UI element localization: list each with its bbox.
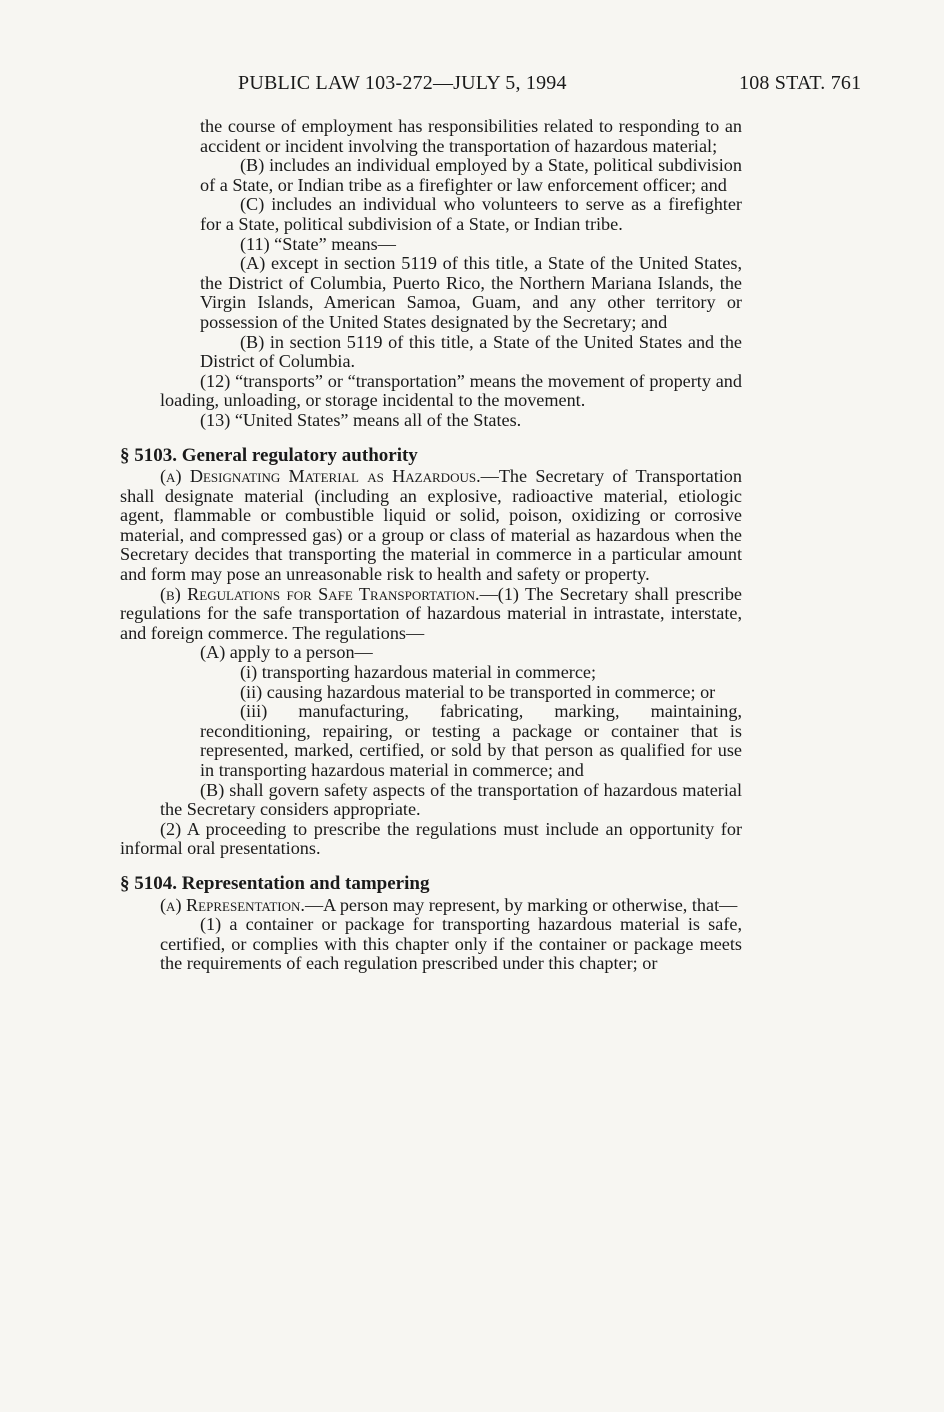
paragraph: (12) “transports” or “transportation” means the movement of property and loading, unloading, or storage incidental to the movement. bbox=[160, 370, 742, 411]
paragraph: the course of employment has responsibilities related to responding to an accident or incident involving the transportation of hazardous material; bbox=[200, 116, 742, 156]
subsection-label: (a) Designating Material as Hazardous. bbox=[160, 466, 481, 487]
paragraph bbox=[120, 896, 742, 916]
paragraph-text: —The Secretary of Transportation shall designate material (including an explosive, radioactive material, etiologic agent, flammable or combustible liquid or solid, poison, oxidizing or corrosive material, and compressed gas) or a group or class of material as hazardous when the Secretary decides that transporting the material in commerce in a particular amount and form may pose an unreasonable risk to health and safety or property. bbox=[120, 466, 742, 585]
page-reference: 108 STAT. 761 bbox=[739, 72, 862, 94]
paragraph: (B) in section 5119 of this title, a State of the United States and the District of Columbia. bbox=[200, 331, 742, 372]
paragraph: (iii) manufacturing, fabricating, marking, maintaining, reconditioning, repairing, or testing a package or container that is represented, marked, certified, or sold by that person as qualified for use in transporting hazardous material in commerce; and bbox=[200, 701, 742, 780]
running-head: PUBLIC LAW 103-272—JULY 5, 1994 bbox=[238, 72, 567, 94]
paragraph-text: —(1) The Secretary shall prescribe regulations for the safe transportation of hazardous material in intrastate, interstate, and foreign commerce. The regulations— bbox=[120, 583, 742, 643]
paragraph: (B) includes an individual employed by a State, political subdivision of a State, or Indian tribe as a firefighter or law enforcement officer; and bbox=[200, 155, 742, 195]
paragraph: (C) includes an individual who volunteers to serve as a firefighter for a State, political subdivision of a State, or Indian tribe. bbox=[200, 194, 742, 234]
page-header bbox=[0, 72, 944, 102]
paragraph: (A) except in section 5119 of this title, a State of the United States, the District of Columbia, Puerto Rico, the Northern Mariana Islands, the Virgin Islands, American Samoa, Guam, and any other territory or possession of the United States designated by the Secretary; and bbox=[200, 253, 742, 332]
paragraph bbox=[120, 585, 742, 644]
paragraph: (11) “State” means— bbox=[240, 233, 396, 254]
document-body bbox=[120, 117, 742, 974]
paragraph-text: —A person may represent, by marking or otherwise, that— bbox=[304, 894, 738, 915]
paragraph: (2) A proceeding to prescribe the regulations must include an opportunity for informal oral presentations. bbox=[120, 818, 742, 859]
paragraph: (i) transporting hazardous material in commerce; bbox=[240, 662, 597, 683]
section-heading-5104: § 5104. Representation and tampering bbox=[120, 872, 430, 894]
paragraph: (ii) causing hazardous material to be transported in commerce; or bbox=[240, 681, 716, 702]
subsection-label: (b) Regulations for Safe Transportation. bbox=[160, 583, 480, 604]
subsection-label: (a) Representation. bbox=[160, 894, 305, 915]
paragraph: (A) apply to a person— bbox=[200, 642, 373, 663]
paragraph: (13) “United States” means all of the States. bbox=[200, 409, 522, 430]
paragraph: (1) a container or package for transporting hazardous material is safe, certified, or complies with this chapter only if the container or package meets the requirements of each regulation prescribed under this chapter; or bbox=[160, 914, 742, 974]
section-heading-5103: § 5103. General regulatory authority bbox=[120, 444, 418, 466]
paragraph: (B) shall govern safety aspects of the transportation of hazardous material the Secretary considers appropriate. bbox=[160, 779, 742, 820]
paragraph bbox=[120, 467, 742, 585]
